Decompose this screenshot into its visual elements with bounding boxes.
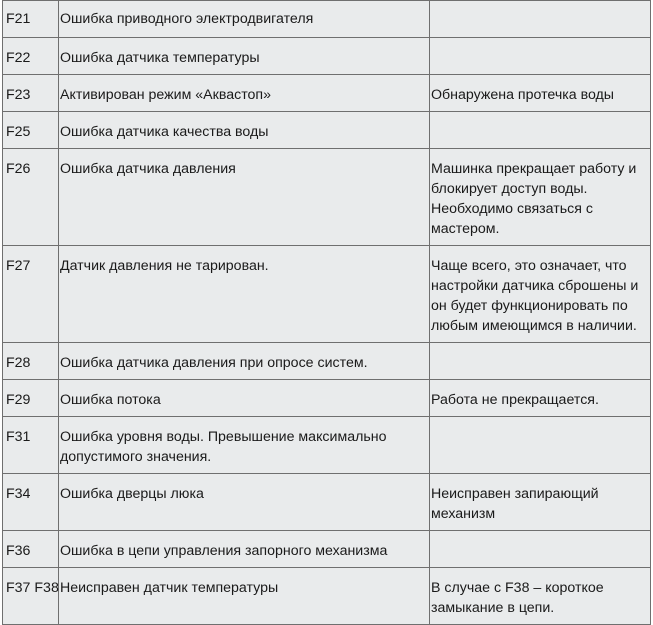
error-description: Ошибка датчика давления при опросе систем. [59, 343, 430, 380]
error-note [430, 1, 651, 38]
error-code: F26 [3, 149, 59, 246]
error-note: Машинка прекращает работу и блокирует доступ воды. Необходимо связаться с мастером. [430, 149, 651, 246]
table-row [3, 38, 651, 75]
table-row [3, 112, 651, 149]
error-description: Ошибка потока [59, 380, 430, 417]
error-code: F34 [3, 474, 59, 531]
table-row [3, 380, 651, 417]
table-row [3, 568, 651, 625]
error-description: Ошибка в цепи управления запорного механизма [59, 531, 430, 568]
table-row [3, 246, 651, 343]
error-code: F36 [3, 531, 59, 568]
error-code: F37 F38 [3, 568, 59, 625]
error-code: F21 [3, 1, 59, 38]
error-description: Ошибка дверцы люка [59, 474, 430, 531]
error-description: Ошибка датчика давления [59, 149, 430, 246]
error-note: Неисправен запирающий механизм [430, 474, 651, 531]
error-note [430, 38, 651, 75]
error-note: В случае с F38 – короткое замыкание в цепи. [430, 568, 651, 625]
error-note: Чаще всего, это означает, что настройки датчика сброшены и он будет функционировать по любым имеющимся в наличии. [430, 246, 651, 343]
table-row [3, 417, 651, 474]
error-description: Неисправен датчик температуры [59, 568, 430, 625]
error-code: F25 [3, 112, 59, 149]
error-code: F29 [3, 380, 59, 417]
error-code: F23 [3, 75, 59, 112]
error-note [430, 112, 651, 149]
error-note [430, 343, 651, 380]
table-row [3, 474, 651, 531]
error-note: Работа не прекращается. [430, 380, 651, 417]
error-code: F22 [3, 38, 59, 75]
error-code: F28 [3, 343, 59, 380]
table-row [3, 343, 651, 380]
error-note [430, 417, 651, 474]
error-description: Ошибка датчика качества воды [59, 112, 430, 149]
error-description: Датчик давления не тарирован. [59, 246, 430, 343]
error-description: Ошибка приводного электродвигателя [59, 1, 430, 38]
error-note [430, 531, 651, 568]
error-code: F27 [3, 246, 59, 343]
table-row [3, 149, 651, 246]
error-description: Ошибка датчика температуры [59, 38, 430, 75]
error-note: Обнаружена протечка воды [430, 75, 651, 112]
table-row [3, 531, 651, 568]
table-row [3, 75, 651, 112]
error-code: F31 [3, 417, 59, 474]
table-row [3, 1, 651, 38]
error-description: Ошибка уровня воды. Превышение максимально допустимого значения. [59, 417, 430, 474]
error-codes-table [2, 0, 651, 625]
error-description: Активирован режим «Аквастоп» [59, 75, 430, 112]
